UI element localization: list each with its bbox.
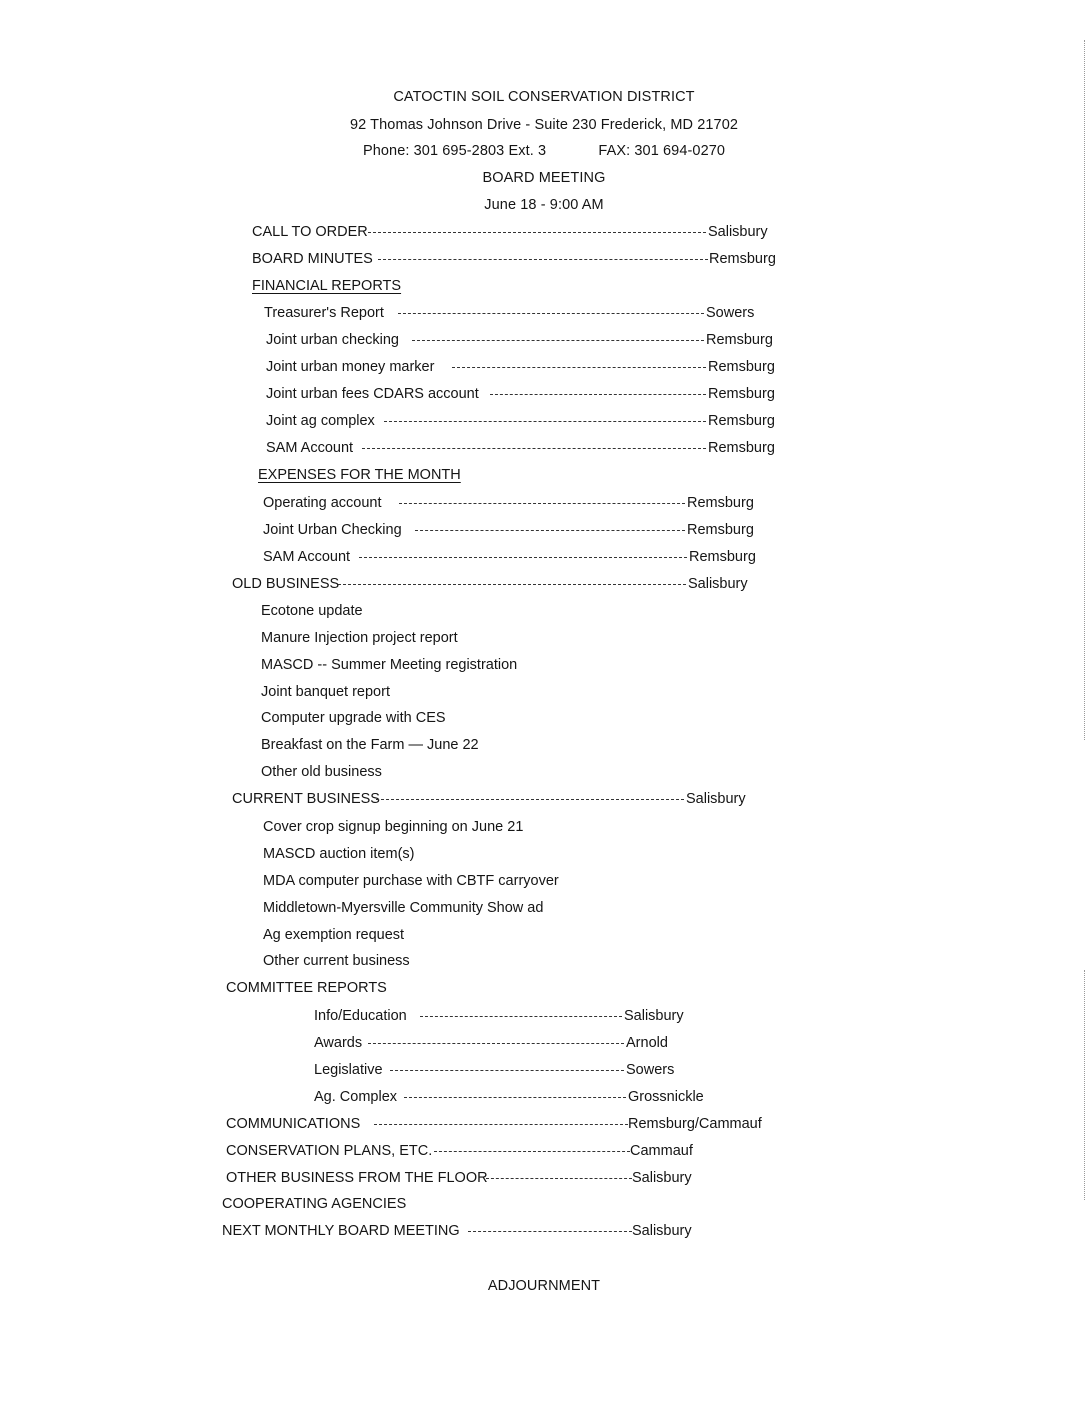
- presenter: Salisbury: [686, 791, 746, 807]
- old-business-item: Breakfast on the Farm — June 22: [261, 737, 479, 753]
- scan-edge: [1084, 40, 1086, 740]
- old-business-item: Manure Injection project report: [261, 630, 458, 646]
- current-business-item: Middletown-Myersville Community Show ad: [263, 900, 544, 916]
- presenter: Remsburg: [687, 495, 754, 511]
- meeting-title: BOARD MEETING: [482, 170, 606, 186]
- old-business-item: MASCD -- Summer Meeting registration: [261, 657, 518, 673]
- presenter: Remsburg: [708, 440, 775, 456]
- old-business-item: Other old business: [261, 764, 382, 780]
- current-business-item: Cover crop signup beginning on June 21: [263, 819, 524, 835]
- old-business-item: Computer upgrade with CES: [261, 710, 446, 726]
- presenter: Salisbury: [708, 224, 768, 240]
- current-business-item: Other current business: [263, 953, 410, 969]
- presenter: Remsburg: [706, 332, 773, 348]
- org-name: CATOCTIN SOIL CONSERVATION DISTRICT: [393, 89, 695, 105]
- presenter: Arnold: [626, 1035, 668, 1051]
- presenter: Salisbury: [632, 1170, 692, 1186]
- meeting-date: June 18 - 9:00 AM: [484, 197, 604, 213]
- presenter: Remsburg: [708, 413, 775, 429]
- current-business-item: MASCD auction item(s): [263, 846, 415, 862]
- presenter: Remsburg: [708, 386, 775, 402]
- presenter: Salisbury: [624, 1008, 684, 1024]
- fax: FAX: 301 694-0270: [598, 143, 726, 159]
- presenter: Grossnickle: [628, 1089, 704, 1105]
- presenter: Remsburg: [709, 251, 776, 267]
- adjournment: ADJOURNMENT: [487, 1278, 601, 1294]
- presenter: Remsburg/Cammauf: [628, 1116, 762, 1132]
- presenter: Sowers: [626, 1062, 675, 1078]
- presenter: Sowers: [706, 305, 755, 321]
- cooperating-agencies: COOPERATING AGENCIES: [222, 1196, 407, 1212]
- presenter: Cammauf: [630, 1143, 693, 1159]
- presenter: Remsburg: [689, 549, 756, 565]
- current-business-item: Ag exemption request: [263, 927, 405, 943]
- presenter: Salisbury: [688, 576, 748, 592]
- phone: Phone: 301 695-2803 Ext. 3: [362, 143, 547, 159]
- expenses-title: EXPENSES FOR THE MONTH: [258, 467, 461, 483]
- contact-line: [0, 143, 1088, 159]
- old-business-item: Ecotone update: [261, 603, 363, 619]
- presenter: Salisbury: [632, 1223, 692, 1239]
- presenter: Remsburg: [708, 359, 775, 375]
- current-business-item: MDA computer purchase with CBTF carryover: [263, 873, 559, 889]
- old-business-item: Joint banquet report: [261, 684, 390, 700]
- financial-reports-title: FINANCIAL REPORTS: [252, 278, 402, 294]
- scan-edge: [1084, 970, 1086, 1200]
- presenter: Remsburg: [687, 522, 754, 538]
- address: 92 Thomas Johnson Drive - Suite 230 Frederick, MD 21702: [349, 117, 739, 133]
- committee-reports-title: COMMITTEE REPORTS: [226, 980, 387, 996]
